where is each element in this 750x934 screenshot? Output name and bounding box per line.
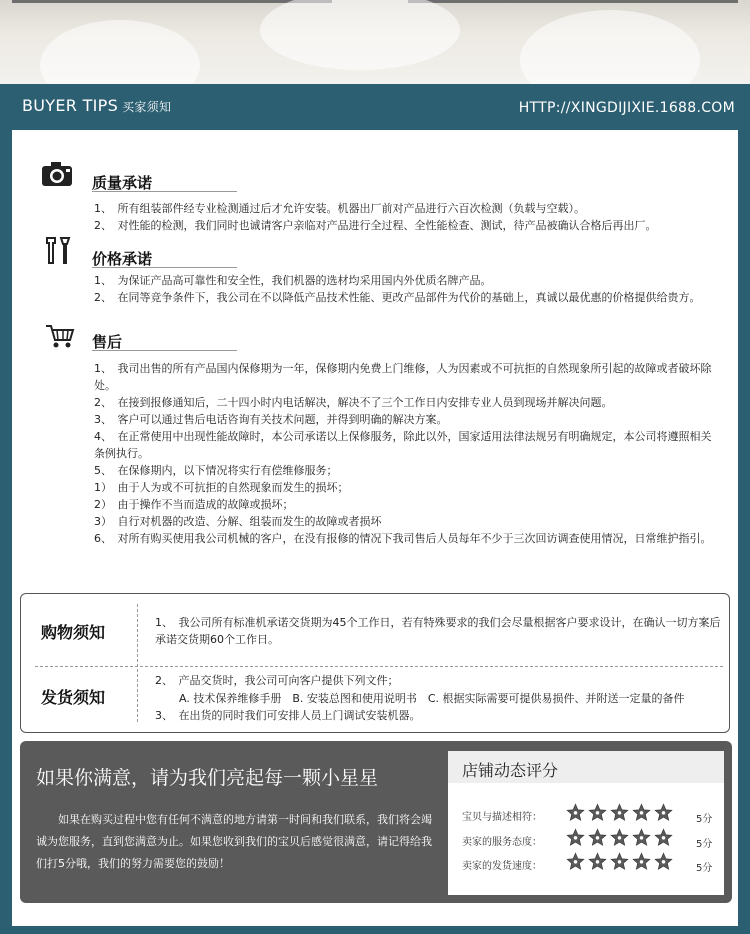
star-icon[interactable] — [654, 852, 673, 871]
shipping-item: A. 技术保养维修手册 B. 安装总图和使用说明书 C. 根据实际需要可提供易损件、并附送一定量的备件 — [179, 692, 685, 705]
star-icon[interactable] — [632, 803, 651, 822]
price-item: 1、 为保证产品高可靠性和安全性，我们机器的选材均采用国内外优质名牌产品。 — [94, 274, 492, 287]
star-icon[interactable] — [588, 803, 607, 822]
shipping-item: 2、 产品交货时，我公司可向客户提供下列文件； — [155, 674, 399, 687]
buyer-tips-cn: 买家须知 — [122, 100, 172, 114]
hero-banner — [0, 0, 750, 84]
after-sales-item: 6、 对所有购买使用我公司机械的客户，在没有报修的情况下我司售后人员每年不少于三次回访调查使用情况，日常维护指引。 — [94, 532, 712, 545]
section-title-after-sales: 售后 — [92, 333, 123, 351]
star-icon[interactable] — [566, 828, 585, 847]
rating-label: 卖家的服务态度： — [462, 837, 542, 848]
shipping-label: 发货须知 — [41, 688, 106, 707]
section-divider — [92, 350, 237, 351]
section-title-quality: 质量承诺 — [92, 174, 153, 192]
after-sales-item: 2、 在接到报修通知后，二十四小时内电话解决，解决不了三个工作日内安排专业人员到现场并解决问题。 — [94, 396, 613, 409]
after-sales-item: 4、 在正常使用中出现性能故障时，本公司承诺以上保修服务，除此以外，国家适用法律法规另有明确规定，本公司将遵照相关条例执行。 — [94, 430, 712, 460]
notice-box — [20, 593, 730, 733]
quality-item: 2、 对性能的检测，我们同时也诚请客户亲临对产品进行全过程、全性能检查、测试，待产品被确认合格后再出厂。 — [94, 219, 657, 232]
star-icon[interactable] — [588, 828, 607, 847]
star-icon[interactable] — [610, 852, 629, 871]
shop-rating-card — [448, 751, 724, 895]
rating-title: 店铺动态评分 — [462, 761, 559, 780]
rating-row — [462, 803, 722, 827]
after-sales-item: 5、 在保修期内，以下情况将实行有偿维修服务； — [94, 464, 338, 477]
camera-icon — [41, 161, 73, 187]
rating-row — [462, 828, 722, 852]
star-icon[interactable] — [610, 803, 629, 822]
rating-score: 5分 — [696, 814, 713, 825]
rating-score: 5分 — [696, 839, 713, 850]
banner-frame-top-right — [408, 0, 738, 3]
rating-row — [462, 852, 722, 876]
quality-item: 1、 所有组装部件经专业检测通过后才允许安装。机器出厂前对产品进行六百次检测（负载与空载）。 — [94, 202, 585, 215]
star-icon[interactable] — [654, 803, 673, 822]
star-icon[interactable] — [566, 803, 585, 822]
content-panel — [12, 130, 738, 926]
satisfaction-text: 如果在购买过程中您有任何不满意的地方请第一时间和我们联系，我们将会竭诚为您服务，直到您满意为止。如果您收到我们的宝贝后感觉很满意，请记得给我们打5分哦，我们的努力需要您的鼓励！ — [36, 813, 432, 870]
price-item: 2、 在同等竞争条件下，我公司在不以降低产品技术性能、更改产品部件为代价的基础上，真诚以最优惠的价格提供给贵方。 — [94, 291, 701, 304]
after-sales-item: 1、 我司出售的所有产品国内保修期为一年，保修期内免费上门维修，人为因素或不可抗拒的自然现象所引起的故障或者破坏除处。 — [94, 362, 712, 392]
star-icon[interactable] — [632, 852, 651, 871]
rating-label: 宝贝与描述相符： — [462, 812, 542, 823]
shopping-label: 购物须知 — [41, 623, 106, 642]
after-sales-item: 2） 由于操作不当而造成的故障或损坏； — [94, 498, 294, 511]
section-title-price: 价格承诺 — [92, 250, 153, 268]
star-icon[interactable] — [654, 828, 673, 847]
after-sales-item: 3、 客户可以通过售后电话咨询有关技术问题，并得到明确的解决方案。 — [94, 413, 448, 426]
satisfaction-box — [20, 741, 732, 903]
section-divider — [92, 191, 237, 192]
star-icon[interactable] — [566, 852, 585, 871]
star-icon[interactable] — [632, 828, 651, 847]
satisfaction-title: 如果你满意，请为我们亮起每一颗小星星 — [36, 767, 379, 789]
buyer-tips-heading — [22, 96, 171, 115]
tools-icon — [43, 235, 73, 265]
shopping-text: 1、 我公司所有标准机承诺交货期为45个工作日，若有特殊要求的我们会尽量根据客户要求设计，在确认一切方案后承诺交货期60个工作日。 — [155, 616, 721, 646]
rating-stars[interactable] — [566, 828, 676, 851]
section-divider — [92, 267, 237, 268]
rating-stars[interactable] — [566, 803, 676, 826]
cart-icon — [45, 324, 75, 350]
buyer-tips-en: BUYER TIPS — [22, 96, 119, 115]
rating-label: 卖家的发货速度： — [462, 861, 542, 872]
site-url[interactable]: HTTP://XINGDIJIXIE.1688.COM — [518, 100, 735, 116]
after-sales-item: 3） 自行对机器的改造、分解、组装而发生的故障或者损坏 — [94, 515, 382, 528]
after-sales-item: 1） 由于人为或不可抗拒的自然现象而发生的损坏； — [94, 481, 349, 494]
buyer-tips-bar — [0, 84, 750, 132]
shipping-item: 3、 在出货的同时我们可安排人员上门调试安装机器。 — [155, 709, 421, 722]
star-icon[interactable] — [588, 852, 607, 871]
rating-stars[interactable] — [566, 852, 676, 875]
rating-header — [448, 751, 724, 783]
box-divider-horizontal — [35, 666, 723, 667]
star-icon[interactable] — [610, 828, 629, 847]
box-divider-vertical — [137, 604, 138, 722]
rating-score: 5分 — [696, 863, 713, 874]
